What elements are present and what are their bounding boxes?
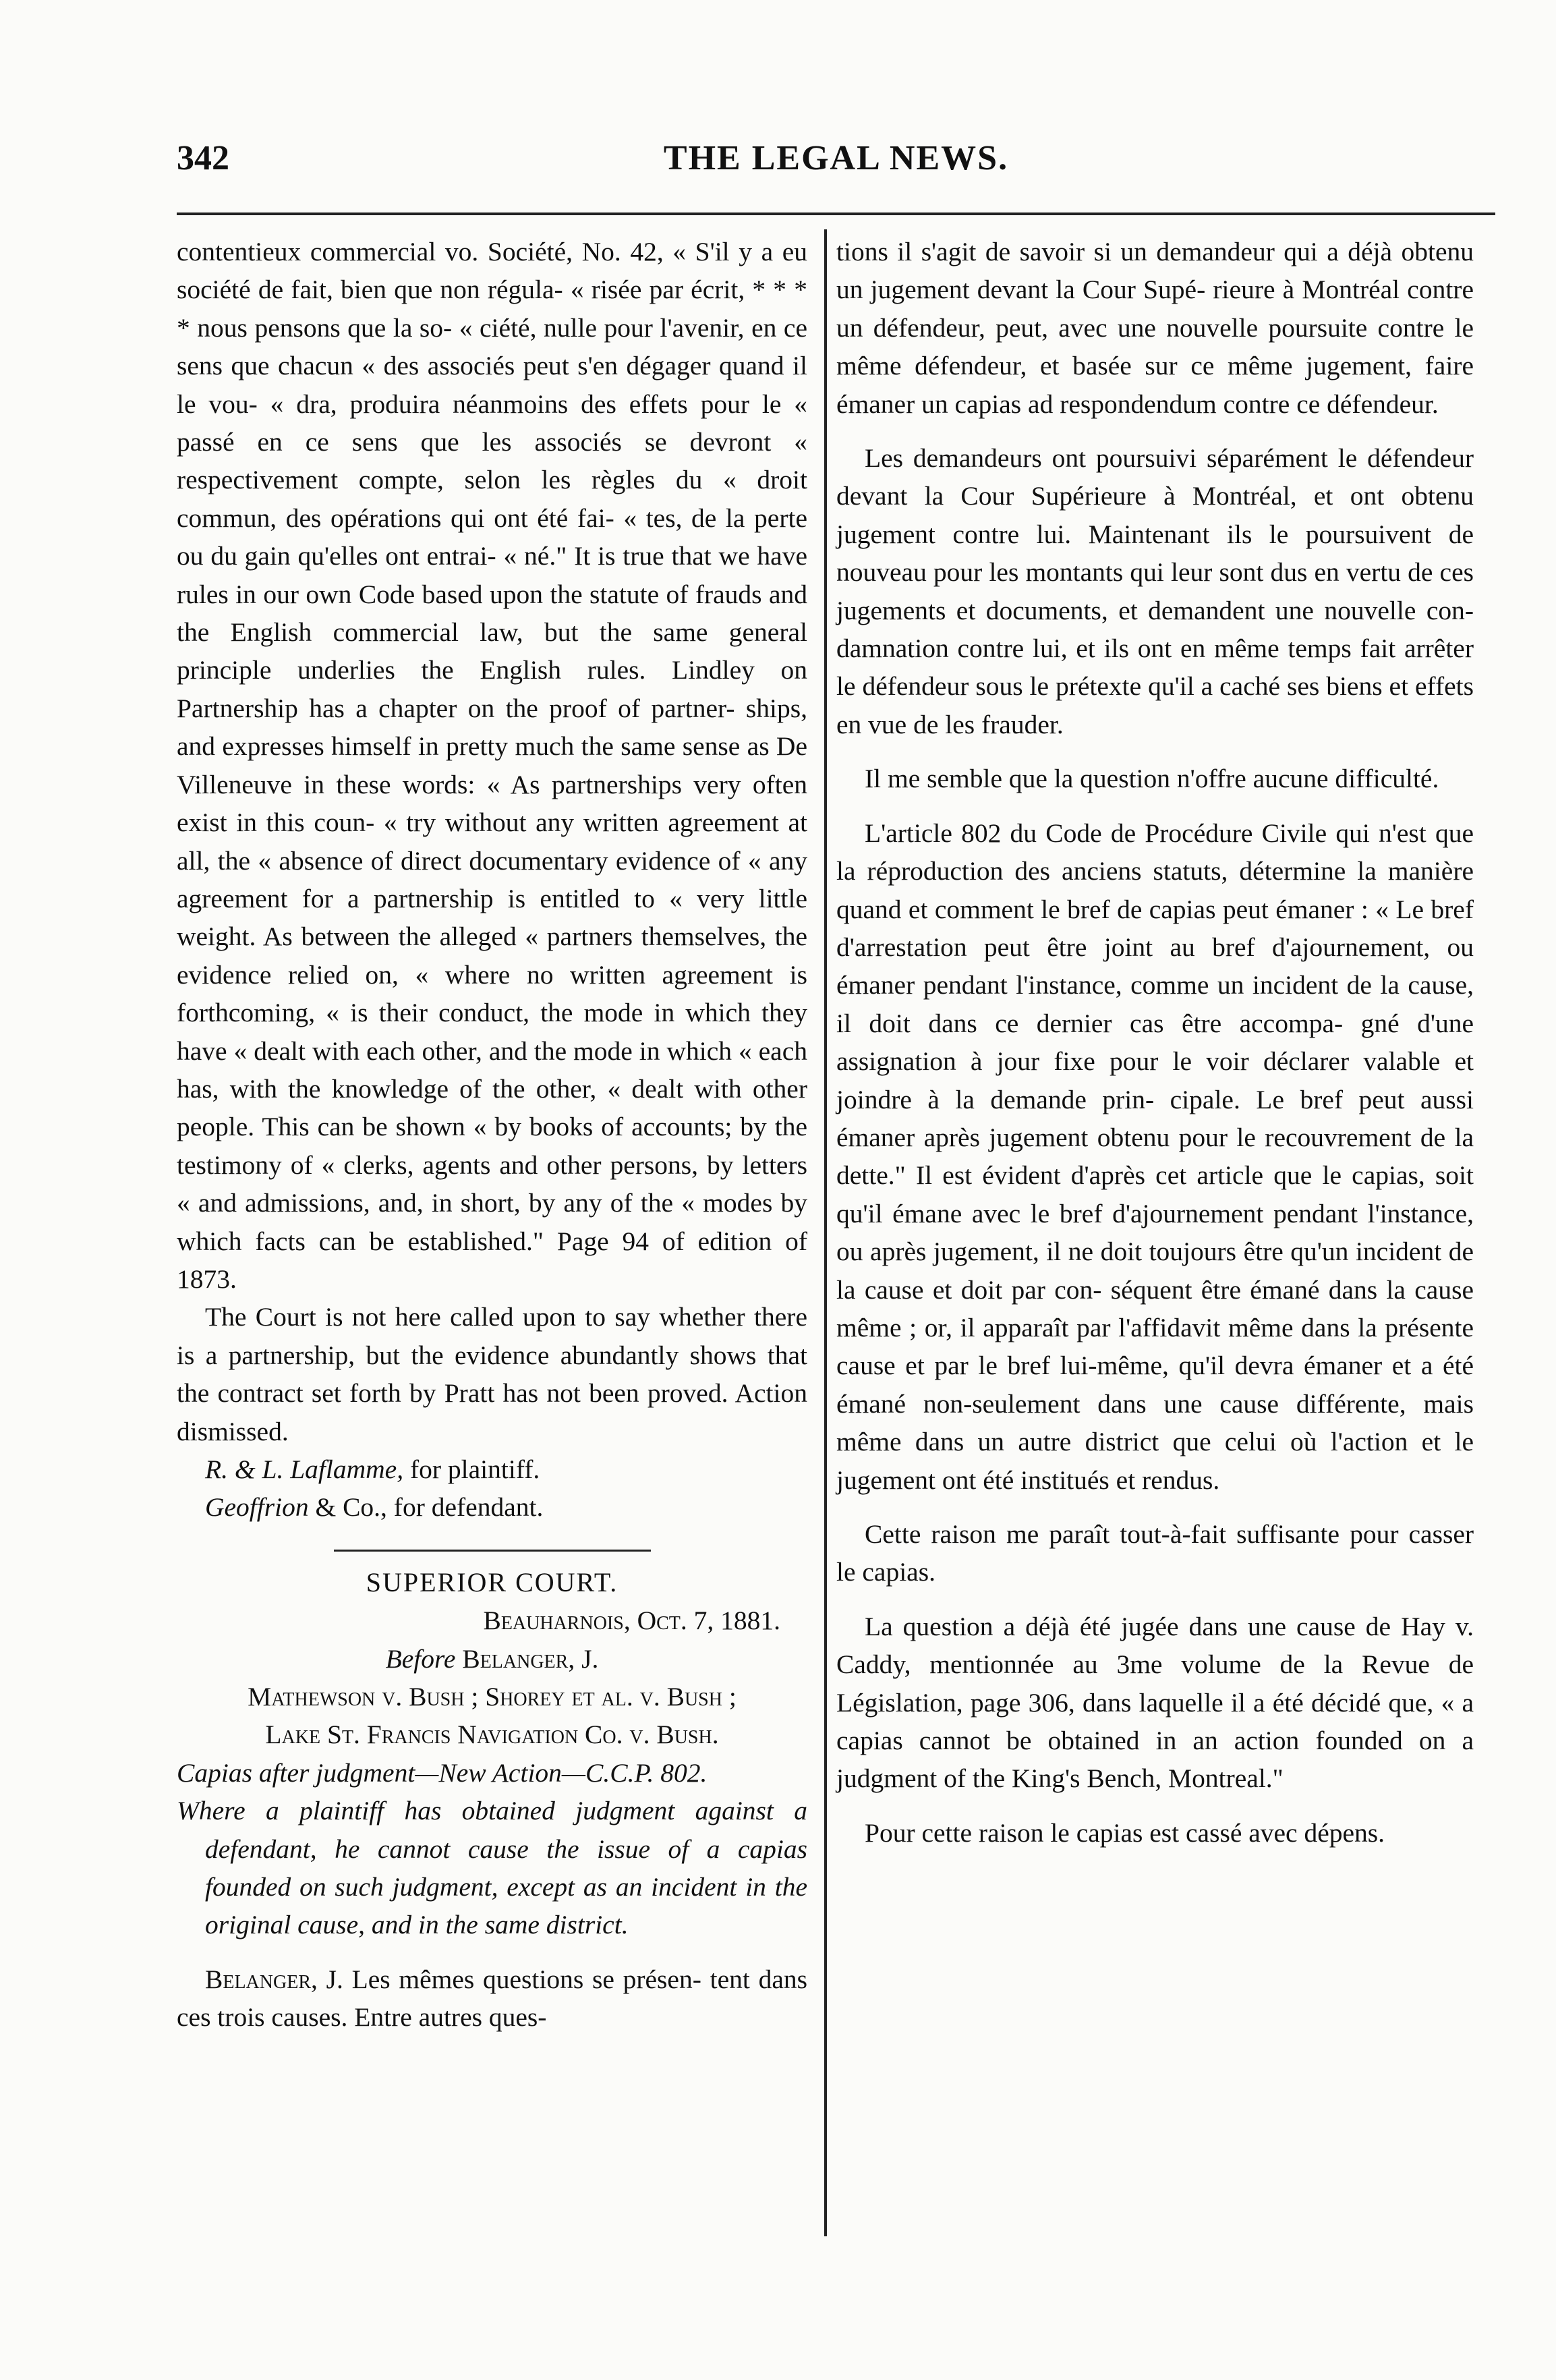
counsel-defendant-name: Geoffrion <box>205 1492 309 1523</box>
before-label: Before <box>385 1643 456 1674</box>
right-paragraph-3: Il me semble que la question n'offre aucune difficulté. <box>865 764 1439 794</box>
column-divider <box>824 229 827 2236</box>
judgment-text: Les mêmes questions se présen- tent dans ces trois causes. Entre autres ques- <box>177 1964 807 2033</box>
place-date: Beauharnois, Oct. 7, 1881. <box>483 1606 780 1636</box>
section-heading: SUPERIOR COURT. <box>366 1566 618 1597</box>
running-title: THE LEGAL NEWS. <box>663 139 1009 177</box>
judge-name: Belanger, J. <box>455 1643 599 1674</box>
right-paragraph-1: tions il s'agit de savoir si un demandeur qui a déjà obtenu un jugement devant la Cour Supé- rieure à Montréal contre un défendeur, peut, avec une nouvelle poursuite contre le même défendeur, et basée sur ce même jugement, faire émaner un capias ad respondendum contre ce défendeur. <box>836 237 1474 419</box>
right-paragraph-5: Cette raison me paraît tout-à-fait suffisante pour casser le capias. <box>836 1519 1474 1587</box>
before-line <box>177 1640 807 1678</box>
right-paragraph-7: Pour cette raison le capias est cassé avec dépens. <box>865 1817 1385 1848</box>
counsel-plaintiff-role: for plaintiff. <box>403 1454 540 1484</box>
headnote-title: Capias after judgment—New Action—C.C.P. 802. <box>177 1757 708 1788</box>
page-number: 342 <box>177 139 229 177</box>
right-column <box>836 233 1474 1852</box>
counsel-plaintiff <box>205 1450 807 1488</box>
right-paragraph-2: Les demandeurs ont poursuivi séparément le défendeur devant la Cour Supérieure à Montréal, et ont obtenu jugement contre lui. Maintenant ils le poursuivent de nouveau pour les montants qui leur sont dus en vertu de ces jugements et documents, et demandent une nouvelle con- damnation contre lui, et ils ont en même temps fait arrêter le défendeur sous le prétexte qu'il a caché ses biens et effets en vue de les frauder. <box>836 443 1474 739</box>
counsel-defendant-role: & Co., for defendant. <box>308 1492 544 1523</box>
header-rule <box>177 213 1495 215</box>
judgment-speaker: Belanger, J. <box>205 1964 343 1994</box>
left-paragraph-2: The Court is not here called upon to say whether there is a partnership, but the evidence abundantly shows that the contract set forth by Pratt has not been proved. Action dismissed. <box>177 1302 807 1446</box>
page-header <box>177 138 1495 192</box>
counsel-defendant <box>205 1488 807 1526</box>
case-line-2: Lake St. Francis Navigation Co. v. Bush. <box>265 1720 719 1750</box>
right-paragraph-4: L'article 802 du Code de Procédure Civile qui n'est que la réproduction des anciens statuts, détermine la manière quand et comment le bref de capias peut émaner : « Le bref d'arrestation peut être joint au bref d'ajournement, ou émaner pendant l'instance, comme un incident de la cause, il doit dans ce dernier cas être accompa- gné d'une assignation à jour fixe pour le voir déclarer valable et joindre à la demande prin- cipale. Le bref peut aussi émaner après jugement obtenu pour le recouvrement de la dette." Il est évident d'après cet article que le capias, soit qu'il émane avec le bref d'ajournement pendant l'instance, ou après jugement, il ne doit toujours être qu'un incident de la cause et doit par con- séquent être émané dans la cause même ; or, il apparaît par l'affidavit même dans la présente cause et par le bref lui-même, qu'il devra émaner et a été émané non-seulement dans une cause différente, mais même dans un autre district que celui où l'action et le jugement ont été institués et rendus. <box>836 818 1474 1495</box>
left-column <box>177 233 807 2037</box>
headnote-text: Where a plaintiff has obtained judgment against a defendant, he cannot cause the issue of a capias founded on such judgment, except as an incident in the original cause, and in the same district. <box>177 1796 807 1940</box>
counsel-plaintiff-name: R. & L. Laflamme, <box>205 1454 404 1484</box>
section-rule <box>334 1550 651 1552</box>
judgment-opening <box>177 1960 807 2037</box>
left-paragraph-1: contentieux commercial vo. Société, No. 42, « S'il y a eu société de fait, bien que non régula- « risée par écrit, * * * * nous pensons que la so- « ciété, nulle pour l'avenir, en ce sens que chacun « des associés peut s'en dégager quand il le vou- « dra, produira néanmoins des effets pour le « passé en ce sens que les associés se devront « respectivement compte, selon les règles du « droit commun, des opérations qui ont été fai- « tes, de la perte ou du gain qu'elles ont entrai- « né." It is true that we have rules in our own Code based upon the statute of frauds and the English commercial law, but the same general principle underlies the English rules. Lindley on Partnership has a chapter on the proof of partner- ships, and expresses himself in pretty much the same sense as De Villeneuve in these words: « As partnerships very often exist in this coun- « try without any written agreement at all, the « absence of direct documentary evidence of « any agreement for a partnership is entitled to « very little weight. As between the alleged « partners themselves, the evidence relied on, « where no written agreement is forthcoming, « is their conduct, the mode in which they have « dealt with each other, and the mode in which « each has, with the knowledge of the other, « dealt with other people. This can be shown « by books of accounts; by the testimony of « clerks, agents and other persons, by letters « and admissions, and, in short, by any of the « modes by which facts can be established." Page 94 of edition of 1873. <box>177 237 807 1294</box>
case-line-1: Mathewson v. Bush ; Shorey et al. v. Bush ; <box>248 1682 737 1712</box>
right-paragraph-6: La question a déjà été jugée dans une cause de Hay v. Caddy, mentionnée au 3me volume de la Revue de Législation, page 306, dans laquelle il a été décidé que, « a capias cannot be obtained in an action founded on a judgment of the King's Bench, Montreal." <box>836 1611 1474 1794</box>
